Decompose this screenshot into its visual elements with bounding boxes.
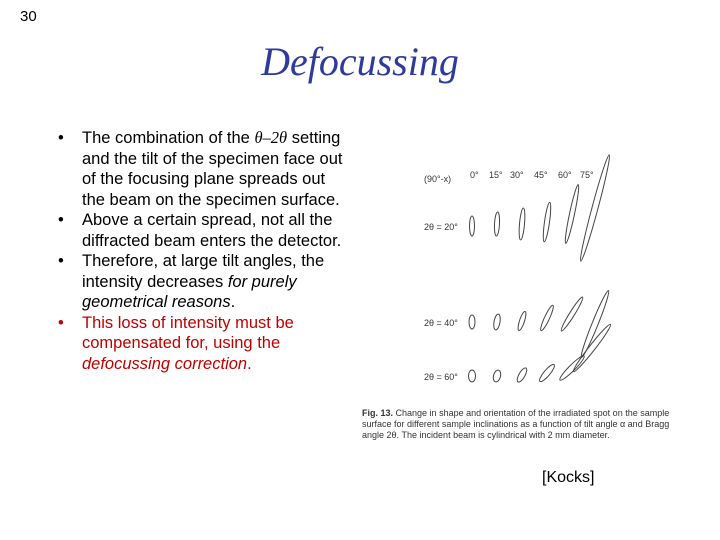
spot-shape-figure <box>352 148 692 448</box>
row-label: 2θ = 60° <box>424 372 458 382</box>
bullet-item: • The combination of the θ–2θ setting and the tilt of the specimen face out of the focusing plane spreads out the beam on the specimen surface. <box>58 128 343 209</box>
spot-ellipse <box>492 369 502 382</box>
source-citation: [Kocks] <box>542 469 595 486</box>
spot-ellipse <box>559 296 584 333</box>
theta-2theta: θ–2θ <box>254 128 288 147</box>
spot-ellipse <box>579 289 612 358</box>
row-label: 2θ = 40° <box>424 318 458 328</box>
slide-title: Defocussing <box>261 39 459 84</box>
spot-ellipse <box>515 367 528 384</box>
spot-ellipse <box>493 314 502 331</box>
bullet-list <box>58 128 348 374</box>
bullet-item: • Therefore, at large tilt angles, the intensity decreases for purely geometrical reasons. <box>58 252 325 311</box>
angle-label: 60° <box>558 170 572 180</box>
spot-ellipse <box>563 184 580 244</box>
page-number: 30 <box>20 8 37 25</box>
spot-ellipse <box>470 216 475 236</box>
spot-ellipse <box>518 208 526 240</box>
angle-label: 75° <box>580 170 594 180</box>
angle-label: 0° <box>470 170 479 180</box>
bullet-dot-icon: • <box>58 313 64 332</box>
spot-ellipse <box>517 311 528 332</box>
spot-ellipse <box>469 370 476 382</box>
bullet-item: • Above a certain spread, not all the diffracted beam enters the detector. <box>58 211 342 250</box>
bullet-dot-icon: • <box>58 211 64 229</box>
spot-ellipse <box>494 212 500 236</box>
spot-ellipse <box>571 323 613 374</box>
spot-ellipse <box>558 354 586 382</box>
figure-header-label: (90°-x) <box>424 174 452 184</box>
bullet-item: • This loss of intensity must be compensated for, using the defocussing correction. <box>58 313 294 373</box>
angle-label: 15° <box>489 170 503 180</box>
angle-label: 45° <box>534 170 548 180</box>
spot-ellipse <box>542 202 553 242</box>
bullet-dot-icon: • <box>58 252 64 270</box>
spot-ellipse <box>538 363 557 384</box>
spot-ellipse <box>469 315 475 329</box>
spot-shape-diagram <box>352 148 692 408</box>
spot-ellipse <box>539 304 555 331</box>
row-label: 2θ = 20° <box>424 222 458 232</box>
bullet-dot-icon: • <box>58 129 64 147</box>
figure-caption: Fig. 13. Change in shape and orientation of the irradiated spot on the sample surface for different sample inclinations as a function of tilt angle α and Bragg angle 2θ. The incident beam is cylindrical with 2 mm diameter. <box>362 408 670 440</box>
angle-label: 30° <box>510 170 524 180</box>
